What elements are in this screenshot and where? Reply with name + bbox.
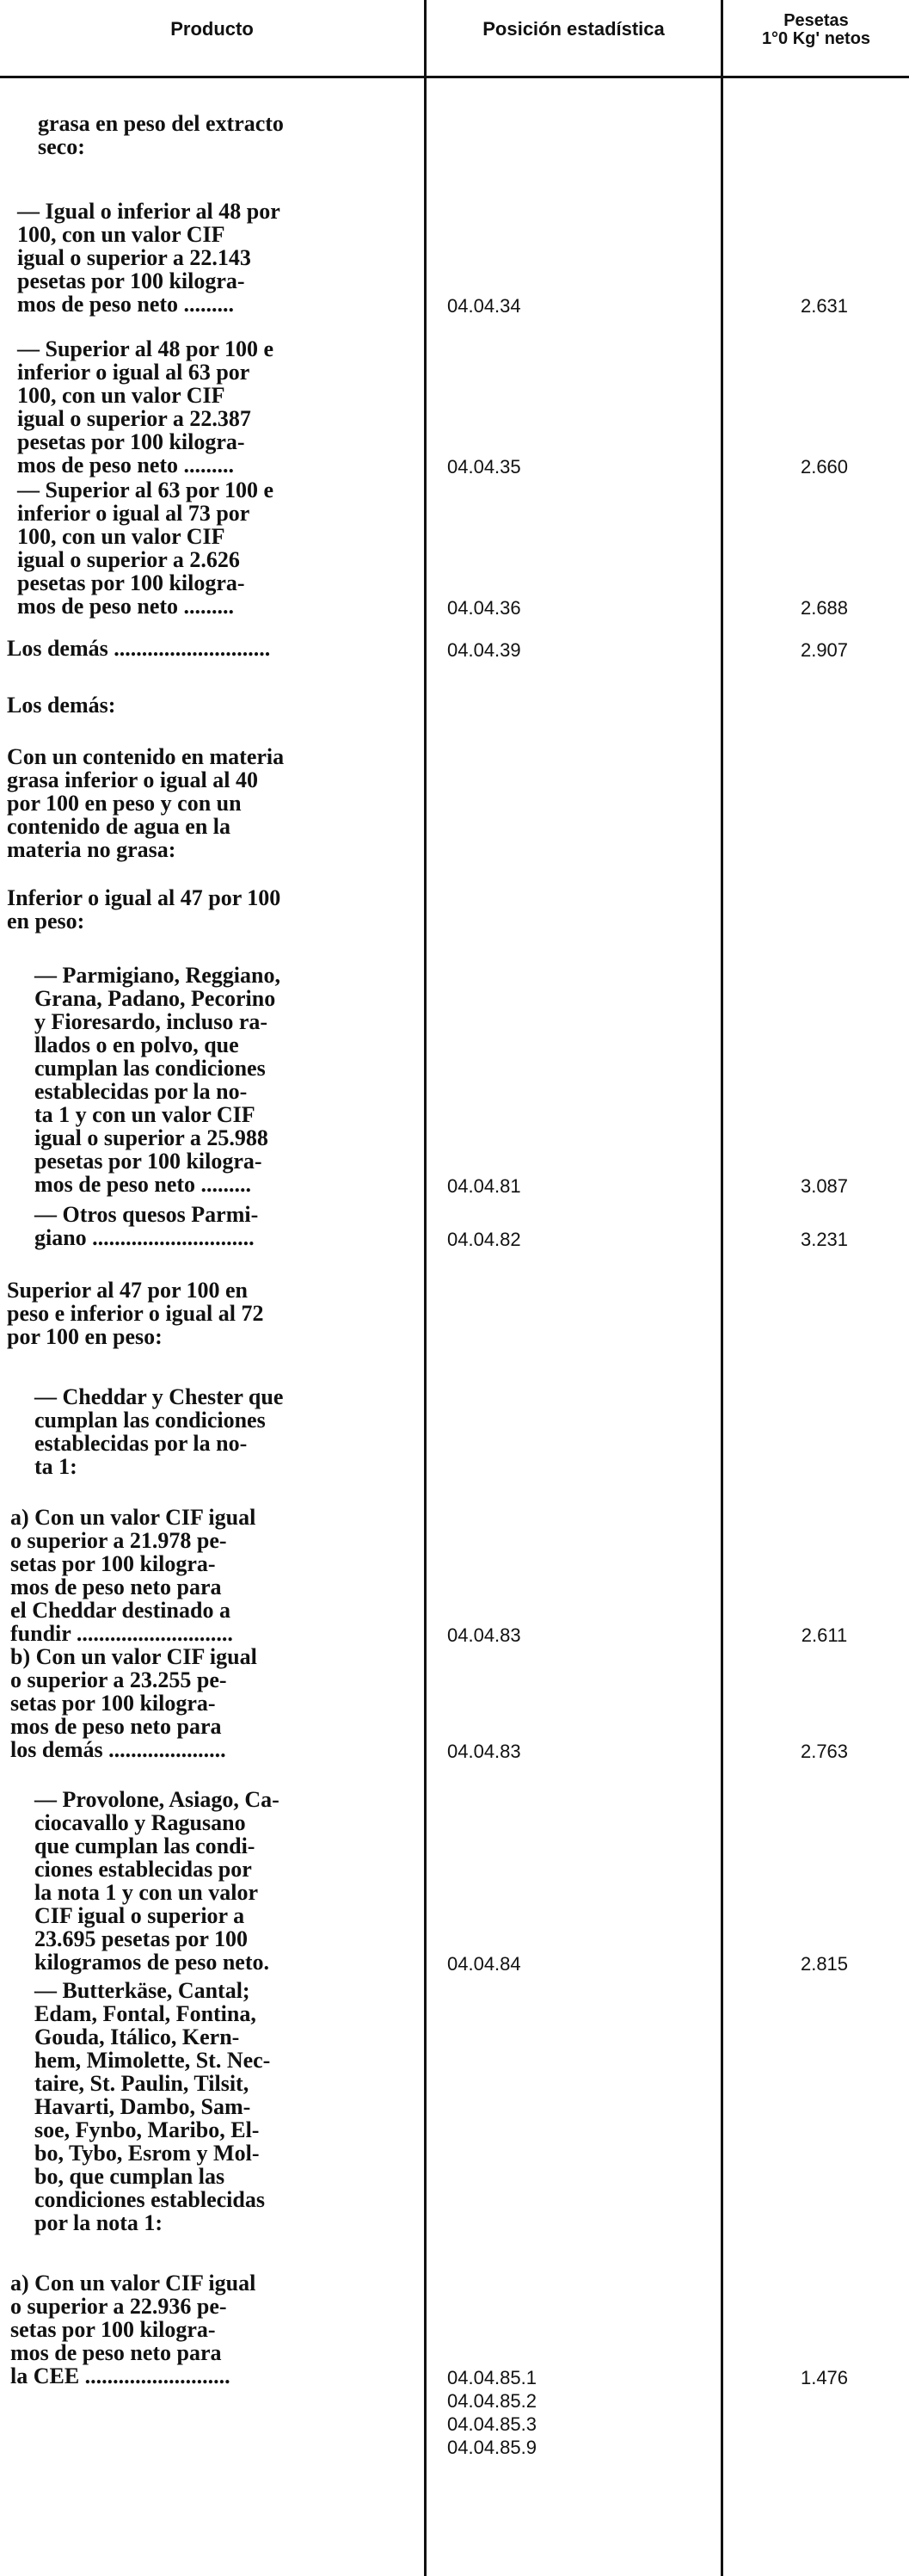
- statistical-position: 04.04.81: [447, 1175, 521, 1197]
- product-description: a) Con un valor CIF igual o superior a 21.978 pe- setas por 100 kilogra- mos de peso neto para el Cheddar destinado a fundir ............................: [10, 1505, 256, 1646]
- product-description: — Cheddar y Chester que cumplan las condiciones establecidas por la no- ta 1:: [34, 1384, 284, 1479]
- header-posicion-estadistica: Posición estadística: [482, 18, 665, 40]
- statistical-position: 04.04.83: [447, 1624, 521, 1646]
- statistical-position: 04.04.83: [447, 1741, 521, 1762]
- statistical-position: 04.04.34: [447, 295, 521, 317]
- product-description: b) Con un valor CIF igual o superior a 23.255 pe- setas por 100 kilogra- mos de peso neto para los demás .....................: [10, 1644, 257, 1762]
- column-divider-left: [424, 0, 427, 2576]
- product-description: — Superior al 48 por 100 e inferior o igual al 63 por 100, con un valor CIF igual o superior a 22.387 pesetas por 100 kilogra- mos de peso neto .........: [17, 336, 274, 478]
- price-pesetas: 3.087: [800, 1175, 849, 1197]
- header-rule: [0, 76, 909, 78]
- price-pesetas: 2.688: [800, 597, 849, 619]
- statistical-position: 04.04.35: [447, 456, 521, 478]
- price-pesetas: 2.763: [800, 1741, 849, 1762]
- product-description: — Otros quesos Parmi- giano .............................: [34, 1202, 259, 1250]
- price-pesetas: 2.907: [800, 639, 849, 661]
- product-description: Los demás ............................: [7, 636, 271, 661]
- product-description: — Igual o inferior al 48 por 100, con un valor CIF igual o superior a 22.143 pesetas por 100 kilogra- mos de peso neto .........: [17, 199, 280, 317]
- statistical-position: 04.04.84: [447, 1953, 521, 1975]
- statistical-position: 04.04.82: [447, 1229, 521, 1250]
- price-pesetas: 1.476: [800, 2367, 849, 2388]
- price-pesetas: 2.815: [800, 1953, 849, 1975]
- price-pesetas: 2.631: [800, 295, 849, 317]
- header-producto: Producto: [170, 18, 254, 40]
- product-description: — Parmigiano, Reggiano, Grana, Padano, Pecorino y Fioresardo, incluso ra- llados o en polvo, que cumplan las condiciones establecidas por la no- ta 1 y con un valor CIF igual o superior a 25.988 pesetas por 100 kilogra- mos de peso neto .........: [34, 963, 280, 1197]
- product-description: Inferior o igual al 47 por 100 en peso:: [7, 885, 281, 934]
- column-divider-right: [721, 0, 723, 2576]
- product-description: grasa en peso del extracto seco:: [38, 111, 284, 159]
- price-pesetas: 2.660: [800, 456, 849, 478]
- product-description: Los demás:: [7, 693, 116, 718]
- product-description: — Superior al 63 por 100 e inferior o igual al 73 por 100, con un valor CIF igual o superior a 2.626 pesetas por 100 kilogra- mos de peso neto .........: [17, 478, 274, 619]
- price-pesetas: 2.611: [801, 1624, 848, 1646]
- statistical-position: 04.04.85.1 04.04.85.2 04.04.85.3 04.04.85.9: [447, 2367, 537, 2458]
- price-pesetas: 3.231: [800, 1229, 849, 1250]
- product-description: — Butterkäse, Cantal; Edam, Fontal, Fontina, Gouda, Itálico, Kern- hem, Mimolette, St. Nec- taire, St. Paulin, Tilsit, Havarti, Dambo, Sam- soe, Fynbo, Maribo, El- bo, Tybo, Esrom y Mol- bo, que cumplan las condiciones establecidas por la nota 1:: [34, 1978, 271, 2235]
- product-description: Superior al 47 por 100 en peso e inferior o igual al 72 por 100 en peso:: [7, 1278, 264, 1349]
- statistical-position: 04.04.39: [447, 639, 521, 661]
- product-description: — Provolone, Asiago, Ca- ciocavallo y Ragusano que cumplan las condi- ciones establecidas por la nota 1 y con un valor CIF igual o superior a 23.695 pesetas por 100 kilogramos de peso neto.: [34, 1787, 279, 1975]
- statistical-position: 04.04.36: [447, 597, 521, 619]
- product-description: Con un contenido en materia grasa inferior o igual al 40 por 100 en peso y con un contenido de agua en la materia no grasa:: [7, 744, 285, 862]
- header-pesetas: Pesetas 1°0 Kg' netos: [761, 11, 871, 48]
- product-description: a) Con un valor CIF igual o superior a 22.936 pe- setas por 100 kilogra- mos de peso neto para la CEE ..........................: [10, 2271, 256, 2388]
